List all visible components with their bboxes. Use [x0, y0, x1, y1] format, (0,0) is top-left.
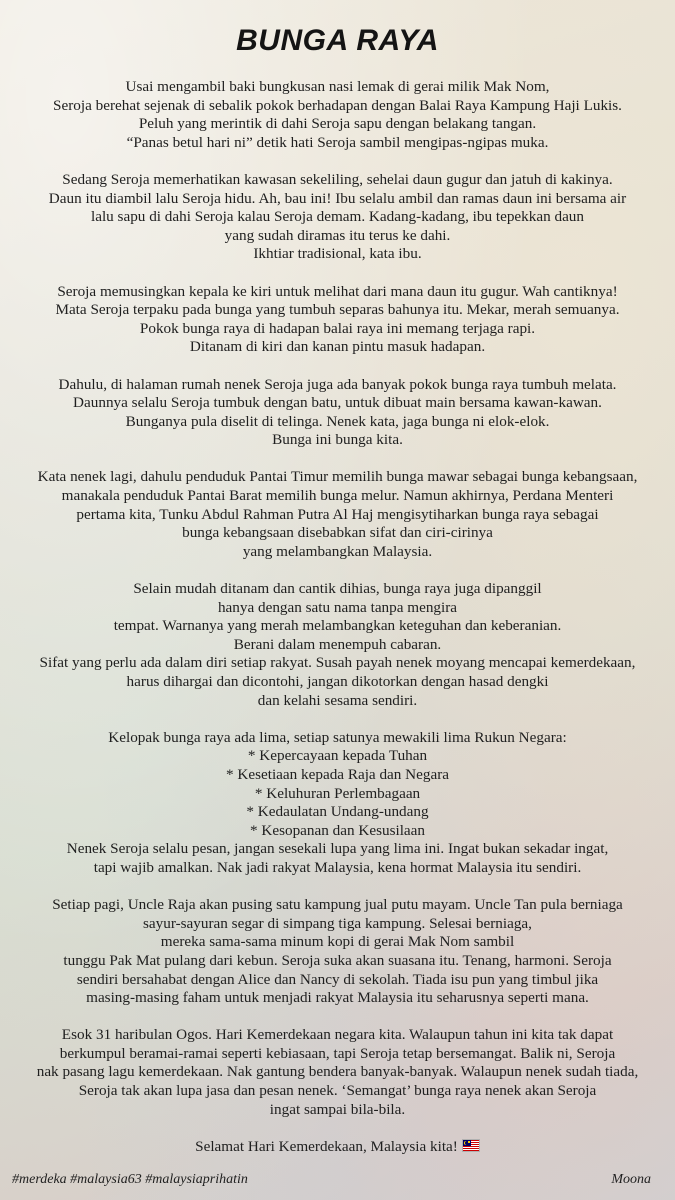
story-line: “Panas betul hari ni” detik hati Seroja sambil mengipas-ngipas muka. — [126, 133, 549, 151]
story-line: Daun itu diambil lalu Seroja hidu. Ah, bau ini! Ibu selalu ambil dan ramas daun ini bersama air — [48, 189, 627, 207]
story-line: Seroja berehat sejenak di sebalik pokok berhadapan dengan Balai Raya Kampung Haji Lukis. — [53, 96, 622, 114]
story-paragraph — [0, 580, 675, 710]
story-line: Sifat yang perlu ada dalam diri setiap rakyat. Susah payah nenek moyang mencapai kemerdekaan, — [39, 654, 636, 672]
story-line: * Kesetiaan kepada Raja dan Negara — [225, 765, 450, 783]
story-paragraph — [0, 729, 675, 878]
story-line: berkumpul beramai-ramai seperti kebiasaan, tapi Seroja tetap bersemangat. Balik ni, Seroja — [59, 1044, 616, 1062]
page-title: BUNGA RAYA — [236, 24, 439, 57]
story-line: Bunga ini bunga kita. — [272, 431, 403, 449]
story-line: ingat sampai bila-bila. — [269, 1100, 406, 1118]
story-line: Mata Seroja terpaku pada bunga yang tumbuh separas bahunya itu. Mekar, merah semuanya. — [55, 301, 620, 319]
story-line: dan kelahi sesama sendiri. — [257, 691, 418, 709]
story-paragraph — [0, 78, 675, 152]
story-line: Kelopak bunga raya ada lima, setiap satunya mewakili lima Rukun Negara: — [108, 728, 567, 746]
story-body — [0, 78, 675, 1156]
story-line: Esok 31 haribulan Ogos. Hari Kemerdekaan negara kita. Walaupun tahun ini kita tak dapat — [61, 1026, 614, 1044]
story-paragraph — [0, 1026, 675, 1119]
malaysia-flag-icon — [462, 1139, 480, 1152]
story-paragraph — [0, 896, 675, 1008]
story-line: hanya dengan satu nama tanpa mengira — [217, 598, 458, 616]
story-paragraph — [0, 468, 675, 561]
story-line: sayur-sayuran segar di simpang tiga kampung. Selesai berniaga, — [143, 914, 532, 932]
story-line: nak pasang lagu kemerdekaan. Nak gantung bendera banyak-banyak. Walaupun nenek sudah tiada, — [36, 1063, 639, 1081]
story-line: Peluh yang merintik di dahi Seroja sapu dengan belakang tangan. — [138, 115, 537, 133]
closing-text: Selamat Hari Kemerdekaan, Malaysia kita! — [195, 1137, 458, 1155]
story-line: * Kepercayaan kepada Tuhan — [247, 747, 428, 765]
story-line: * Kesopanan dan Kesusilaan — [249, 821, 426, 839]
story-paragraph — [0, 171, 675, 264]
story-line: sendiri bersahabat dengan Alice dan Nancy di sekolah. Tiada isu pun yang timbul jika — [76, 970, 599, 988]
story-line: Dahulu, di halaman rumah nenek Seroja juga ada banyak pokok bunga raya tumbuh melata. — [58, 375, 617, 393]
story-line: yang sudah diramas itu terus ke dahi. — [224, 226, 451, 244]
story-line: tunggu Pak Mat pulang dari kebun. Seroja suka akan suasana itu. Tenang, harmoni. Seroja — [63, 951, 612, 969]
story-paragraph — [0, 376, 675, 450]
story-line: lalu sapu di dahi Seroja kalau Seroja demam. Kadang-kadang, ibu tepekkan daun — [90, 208, 584, 226]
story-line: Setiap pagi, Uncle Raja akan pusing satu kampung jual putu mayam. Uncle Tan pula berniaga — [52, 896, 623, 914]
story-line: Seroja memusingkan kepala ke kiri untuk melihat dari mana daun itu gugur. Wah cantiknya! — [57, 282, 618, 300]
story-line: tempat. Warnanya yang merah melambangkan keteguhan dan keberanian. — [113, 617, 562, 635]
story-line: Sedang Seroja memerhatikan kawasan sekeliling, sehelai daun gugur dan jatuh di kakinya. — [62, 170, 613, 188]
story-line: Usai mengambil baki bungkusan nasi lemak di gerai milik Mak Nom, — [125, 78, 550, 95]
story-line: Daunnya selalu Seroja tumbuk dengan batu, untuk dibuat main bersama kawan-kawan. — [73, 394, 602, 412]
story-line: manakala penduduk Pantai Barat memilih bunga melur. Namun akhirnya, Perdana Menteri — [61, 487, 614, 505]
story-line: yang melambangkan Malaysia. — [242, 542, 433, 560]
story-line: Seroja tak akan lupa jasa dan pesan nenek. ‘Semangat’ bunga raya nenek akan Seroja — [78, 1082, 597, 1100]
paragraph-gap — [0, 1008, 675, 1027]
closing-line — [0, 1138, 675, 1157]
story-line: Nenek Seroja selalu pesan, jangan sesekali lupa yang lima ini. Ingat bukan sekadar ingat, — [66, 840, 609, 858]
story-line: Bunganya pula diselit di telinga. Nenek kata, jaga bunga ni elok-elok. — [125, 412, 550, 430]
author-signature: Moona — [611, 1172, 651, 1187]
paragraph-gap — [0, 1119, 675, 1138]
story-line: Ditanam di kiri dan kanan pintu masuk hadapan. — [189, 338, 486, 356]
paragraph-gap — [0, 878, 675, 897]
story-line: harus dihargai dan dicontohi, jangan dikotorkan dengan hasad dengki — [126, 673, 549, 690]
story-line: * Keluhuran Perlembagaan — [254, 784, 421, 802]
story-line: Kata nenek lagi, dahulu penduduk Pantai Timur memilih bunga mawar sebagai bunga kebangsaan, — [37, 468, 638, 486]
story-line: masing-masing faham untuk menjadi rakyat Malaysia itu seharusnya seperti mana. — [86, 989, 589, 1007]
story-line: pertama kita, Tunku Abdul Rahman Putra Al Haj mengisytiharkan bunga raya sebagai — [76, 505, 599, 523]
paragraph-gap — [0, 152, 675, 171]
story-line: tapi wajib amalkan. Nak jadi rakyat Malaysia, kena hormat Malaysia itu sendiri. — [93, 858, 582, 876]
paragraph-gap — [0, 561, 675, 580]
paragraph-gap — [0, 710, 675, 729]
paragraph-gap — [0, 450, 675, 469]
paragraph-gap — [0, 357, 675, 376]
paragraph-gap — [0, 264, 675, 283]
story-line: * Kedaulatan Undang-undang — [246, 803, 429, 821]
story-paragraph — [0, 283, 675, 357]
story-line: Pokok bunga raya di hadapan balai raya ini memang terjaga rapi. — [139, 319, 536, 337]
story-line: Selain mudah ditanam dan cantik dihias, bunga raya juga dipanggil — [133, 580, 542, 598]
hashtags: #merdeka #malaysia63 #malaysiaprihatin — [12, 1172, 248, 1187]
story-line: Berani dalam menempuh cabaran. — [233, 635, 442, 653]
story-line: mereka sama-sama minum kopi di gerai Mak Nom sambil — [160, 933, 515, 951]
story-line: Ikhtiar tradisional, kata ibu. — [253, 245, 422, 263]
story-line: bunga kebangsaan disebabkan sifat dan ciri-cirinya — [182, 524, 493, 542]
